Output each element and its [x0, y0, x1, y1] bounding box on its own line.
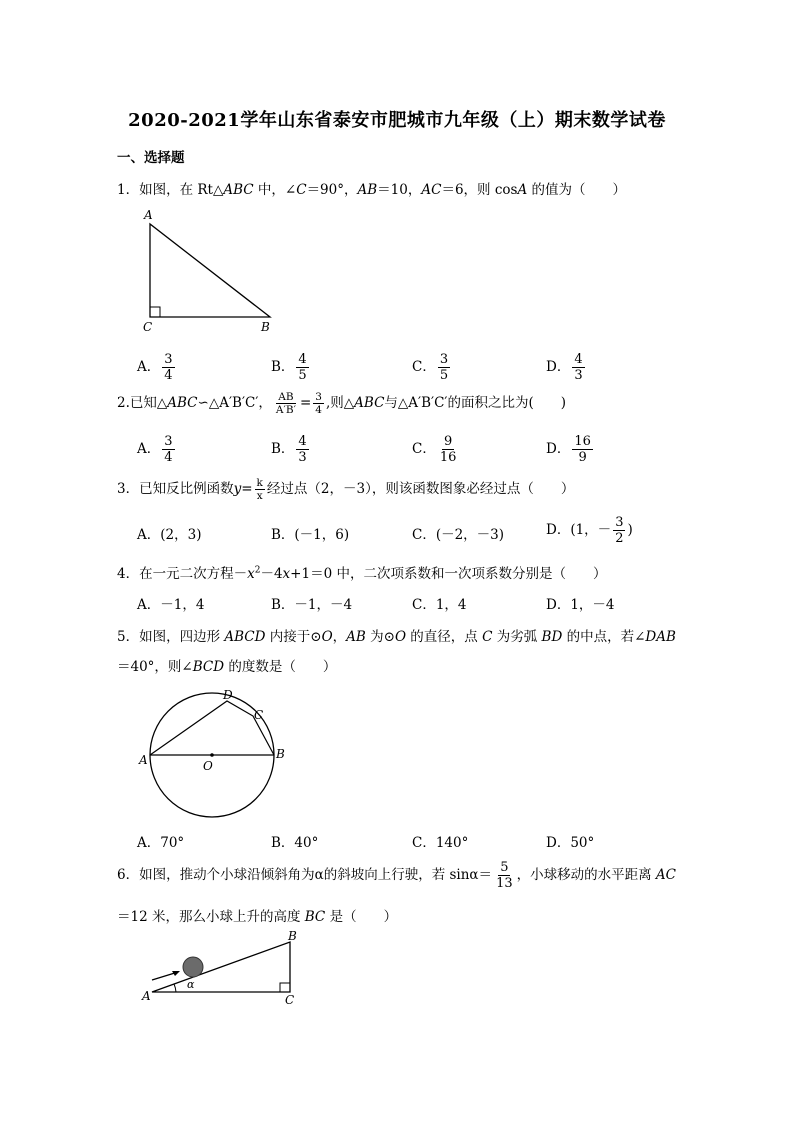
q3-option-b[interactable]: B．(－1，6) [271, 527, 350, 543]
page-title: 2020-2021学年山东省泰安市肥城市九年级（上）期末数学试卷 [128, 110, 666, 131]
q5-option-a[interactable]: A．70° [137, 835, 185, 851]
q1-option-b[interactable]: B． $\frac{4}{5}$ [271, 352, 307, 383]
q6-slope-figure [140, 929, 310, 1012]
question-5-text-line2: ＝40°，则∠BCD 的度数是（ ） [117, 659, 337, 675]
q4-option-a[interactable]: A．－1，4 [137, 597, 205, 613]
label-a: A [144, 208, 153, 222]
q2-option-d[interactable]: D． $\frac{16}{9}$ [546, 434, 591, 465]
q1-option-a[interactable]: A． $\frac{3}{4}$ [137, 352, 173, 383]
question-4-text: 4．在一元二次方程$-x^2-4x+1=0$ 中，二次项系数和一次项系数分别是（ ） [117, 565, 607, 582]
label-a: A [142, 989, 151, 1003]
q2-option-c[interactable]: C． $\frac{9}{16}$ [412, 434, 457, 465]
q3-option-c[interactable]: C．(－2，－3) [412, 527, 505, 543]
q4-option-c[interactable]: C．1，4 [412, 597, 467, 613]
question-2-text: 2.已知△ABC∽△A′B′C′， $\frac{AB}{A'B'}$ = $\frac{3}{4}$ ,则△ABC与△A′B′C′的面积之比为( ) [117, 391, 567, 416]
q5-option-c[interactable]: C．140° [412, 835, 469, 851]
q1-triangle-figure [140, 206, 280, 336]
question-3-text: 3．已知反比例函数y= $\frac{k}{x}$ 经过点（2，－3），则该函数图象必经过点（ ） [117, 477, 575, 502]
q3-option-a[interactable]: A．(2，3) [137, 527, 202, 543]
question-6-text-line1: 6．如图，推动个小球沿倾斜角为α的斜坡向上行驶，若 sinα＝ $\frac{5}{13}$ ，小球移动的水平距离 AC [117, 860, 676, 891]
q4-option-b[interactable]: B．－1，－4 [271, 597, 353, 613]
slope-triangle [152, 942, 290, 992]
triangle-abc [150, 224, 270, 317]
label-alpha: α [187, 978, 195, 991]
label-c: C [254, 708, 264, 722]
label-c: C [143, 320, 153, 334]
q1-option-c[interactable]: C． $\frac{3}{5}$ [412, 352, 449, 383]
label-b: B [276, 747, 285, 761]
q3-option-d[interactable]: D．(1，－ $\frac{3}{2}$ ) [546, 515, 633, 546]
label-o: O [203, 759, 213, 773]
ball [183, 957, 203, 977]
label-b: B [288, 929, 297, 943]
label-c: C [285, 993, 295, 1007]
question-1-text: 1．如图，在 Rt△ABC 中，∠C＝90°，AB＝10，AC＝6，则 cosA 的值为（ ） [117, 182, 626, 198]
label-a: A [139, 753, 148, 767]
q5-circle-figure [135, 685, 285, 820]
q2-option-a[interactable]: A． $\frac{3}{4}$ [137, 434, 173, 465]
q2-option-b[interactable]: B． $\frac{4}{3}$ [271, 434, 307, 465]
label-b: B [261, 320, 270, 334]
q1-option-d[interactable]: D． $\frac{4}{3}$ [546, 352, 583, 383]
label-d: D [223, 688, 233, 702]
q5-option-b[interactable]: B．40° [271, 835, 319, 851]
section-heading: 一、选择题 [117, 150, 185, 166]
question-5-text-line1: 5．如图，四边形 ABCD 内接于⊙O，AB 为⊙O 的直径，点 C 为劣弧 BD 的中点，若∠DAB [117, 629, 676, 645]
question-6-text-line2: ＝12 米，那么小球上升的高度 BC 是（ ） [117, 909, 398, 925]
q5-option-d[interactable]: D．50° [546, 835, 595, 851]
q4-option-d[interactable]: D．1，－4 [546, 597, 615, 613]
